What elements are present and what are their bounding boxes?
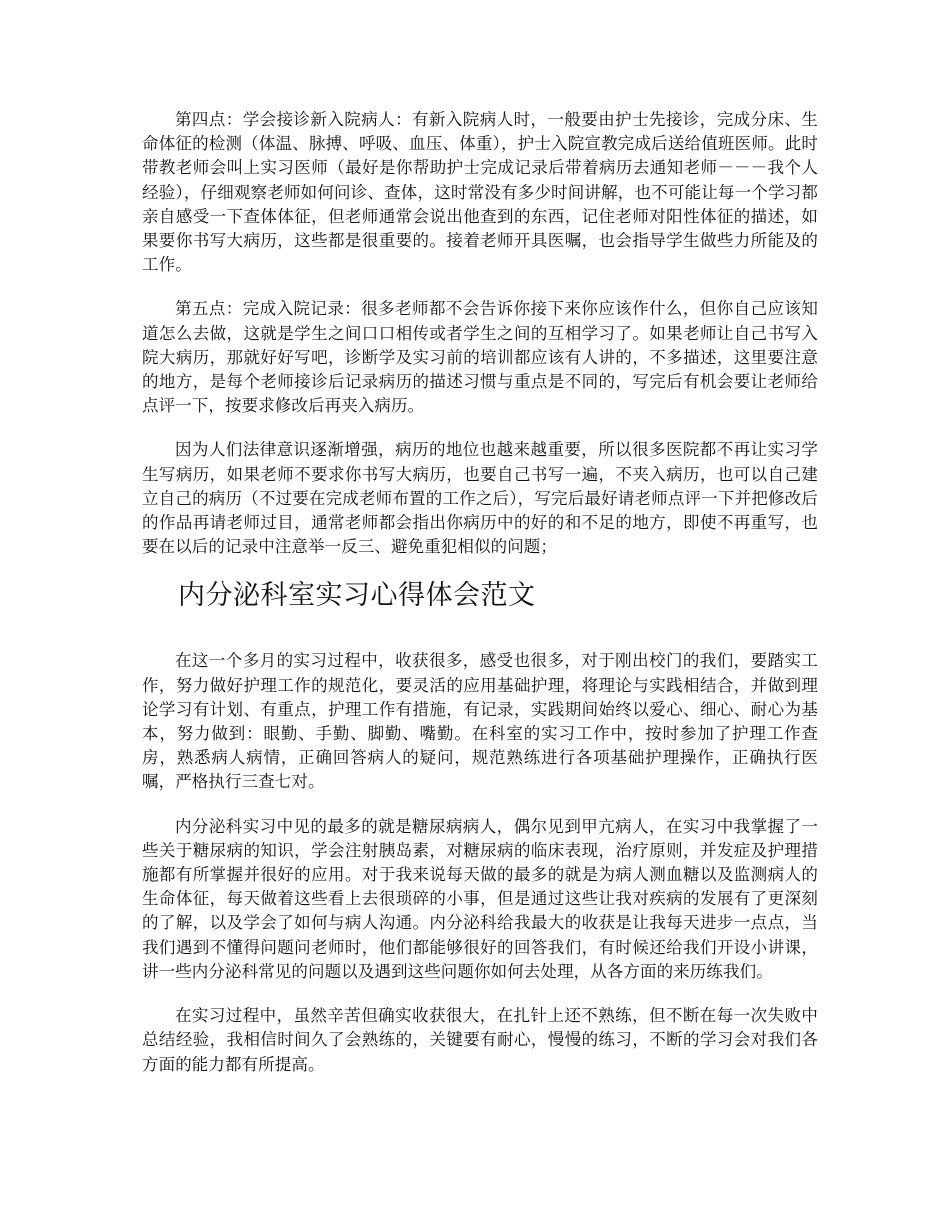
paragraph-point-five: 第五点：完成入院记录：很多老师都不会告诉你接下来你应该作什么，但你自己应该知道怎么去做，这就是学生之间口口相传或者学生之间的互相学习了。如果老师让自己书写入院大病历，那就好好写吧，诊断学及实习前的培训都应该有人讲的，不多描述，这里要注意的地方，是每个老师接诊后记录病历的描述习惯与重点是不同的，写完后有机会要让老师给点评一下，按要求修改后再夹入病历。 <box>142 299 818 416</box>
paragraph-diabetes-experience: 内分泌科实习中见的最多的就是糖尿病病人，偶尔见到甲亢病人，在实习中我掌握了一些关于糖尿病的知识，学会注射胰岛素，对糖尿病的临床表现，治疗原则，并发症及护理措施都有所掌握并很好的应用。对于我来说每天做的最多的就是为病人测血糖以及监测病人的生命体征，每天做着这些看上去很琐碎的小事，但是通过这些让我对疾病的发展有了更深刻的了解，以及学会了如何与病人沟通。内分泌科给我最大的收获是让我每天进步一点点，当我们遇到不懂得问题问老师时，他们都能够很好的回答我们，有时候还给我们开设小讲课，讲一些内分泌科常见的问题以及遇到这些问题你如何去处理，从各方面的来历练我们。 <box>142 816 818 981</box>
paragraph-point-four: 第四点：学会接诊新入院病人：有新入院病人时，一般要由护士先接诊，完成分床、生命体征的检测（体温、脉搏、呼吸、血压、体重），护士入院宣教完成后送给值班医师。此时带教老师会叫上实习医师（最好是你帮助护士完成记录后带着病历去通知老师－－－我个人经验），仔细观察老师如何问诊、查体，这时常没有多少时间讲解，也不可能让每一个学习都亲自感受一下查体体征，但老师通常会说出他查到的东西，记住老师对阳性体征的描述，如果要你书写大病历，这些都是很重要的。接着老师开具医嘱，也会指导学生做些力所能及的工作。 <box>142 110 818 275</box>
section-heading: 内分泌科室实习心得体会范文 <box>178 580 536 612</box>
paragraph-conclusion: 在实习过程中，虽然辛苦但确实收获很大，在扎针上还不熟练，但不断在每一次失败中总结经验，我相信时间久了会熟练的，关键要有耐心，慢慢的练习，不断的学习会对我们各方面的能力都有所提高。 <box>142 1006 818 1074</box>
paragraph-legal-awareness: 因为人们法律意识逐渐增强，病历的地位也越来越重要，所以很多医院都不再让实习学生写病历，如果老师不要求你书写大病历，也要自己书写一遍，不夹入病历，也可以自己建立自己的病历（不过要在完成老师布置的工作之后），写完后最好请老师点评一下并把修改后的作品再请老师过目，通常老师都会指出你病历中的好的和不足的地方，即使不再重写，也要在以后的记录中注意举一反三、避免重犯相似的问题； <box>142 440 818 557</box>
document-page <box>142 108 818 1097</box>
paragraph-internship-overview: 在这一个多月的实习过程中，收获很多，感受也很多，对于刚出校门的我们，要踏实工作，努力做好护理工作的规范化，要灵活的应用基础护理，将理论与实践相结合，并做到理论学习有计划、有重点，护理工作有措施，有记录，实践期间始终以爱心、细心、耐心为基本，努力做到：眼勤、手勤、脚勤、嘴勤。在科室的实习工作中，按时参加了护理工作查房，熟悉病人病情，正确回答病人的疑问，规范熟练进行各项基础护理操作，正确执行医嘱，严格执行三查七对。 <box>142 651 818 792</box>
